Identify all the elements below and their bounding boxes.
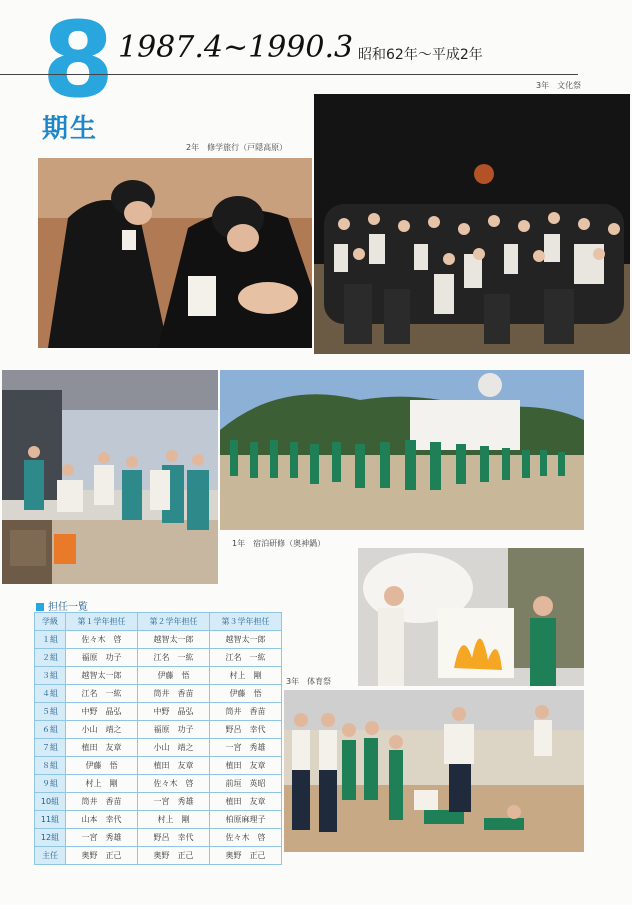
generation-number: 8 xyxy=(41,0,113,121)
teacher-name-cell: 中野 晶弘 xyxy=(66,703,138,721)
teacher-name-cell: 村上 剛 xyxy=(210,667,282,685)
table-row xyxy=(35,829,282,847)
table-row xyxy=(35,811,282,829)
table-body xyxy=(35,631,282,865)
column-header: 学級 xyxy=(35,613,66,631)
teacher-name-cell: 一宮 秀雄 xyxy=(66,829,138,847)
teacher-name-cell: 江名 一紘 xyxy=(66,685,138,703)
era-range: 昭和62年～平成2年 xyxy=(358,47,483,63)
table-header-row xyxy=(35,613,282,631)
table-row xyxy=(35,847,282,865)
class-label-cell: １組 xyxy=(35,631,66,649)
photo-culture-festival xyxy=(314,94,630,354)
column-header: 第２学年担任 xyxy=(138,613,210,631)
header-rule xyxy=(0,74,578,75)
class-label-cell: 12組 xyxy=(35,829,66,847)
photo-sports-festival xyxy=(284,690,584,852)
column-header: 第１学年担任 xyxy=(66,613,138,631)
class-label-cell: ８組 xyxy=(35,757,66,775)
table-row xyxy=(35,775,282,793)
teacher-name-cell: 植田 友章 xyxy=(210,757,282,775)
teacher-name-cell: 山本 幸代 xyxy=(66,811,138,829)
caption-culture-festival: 3年 文化祭 xyxy=(536,81,582,90)
table-row xyxy=(35,703,282,721)
table-row xyxy=(35,739,282,757)
teacher-name-cell: 奥野 正己 xyxy=(138,847,210,865)
class-label-cell: ９組 xyxy=(35,775,66,793)
teacher-name-cell: 伊藤 悟 xyxy=(138,667,210,685)
table-row xyxy=(35,667,282,685)
class-label-cell: ７組 xyxy=(35,739,66,757)
teacher-name-cell: 植田 友章 xyxy=(66,739,138,757)
teacher-name-cell: 江名 一紘 xyxy=(138,649,210,667)
class-label-cell: ２組 xyxy=(35,649,66,667)
photo-torch xyxy=(358,548,584,686)
teacher-name-cell: 一宮 秀雄 xyxy=(138,793,210,811)
teacher-name-cell: 中野 晶弘 xyxy=(138,703,210,721)
photo-camp xyxy=(220,370,584,530)
table-row xyxy=(35,649,282,667)
table-row xyxy=(35,685,282,703)
teacher-name-cell: 越智太一郎 xyxy=(210,631,282,649)
teacher-name-cell: 筒井 香苗 xyxy=(138,685,210,703)
caption-sports-festival: 3年 体育祭 xyxy=(286,677,332,686)
teacher-name-cell: 野呂 幸代 xyxy=(138,829,210,847)
teacher-name-cell: 奥野 正己 xyxy=(210,847,282,865)
class-label-cell: 主任 xyxy=(35,847,66,865)
teacher-name-cell: 奥野 正己 xyxy=(66,847,138,865)
teacher-table-title xyxy=(36,598,88,613)
teacher-name-cell: 伊藤 悟 xyxy=(66,757,138,775)
teacher-name-cell: 一宮 秀雄 xyxy=(210,739,282,757)
photo-school-trip xyxy=(38,158,312,348)
table-row xyxy=(35,757,282,775)
date-range: 1987.4~1990.3 xyxy=(118,30,354,65)
teacher-name-cell: 福原 功子 xyxy=(66,649,138,667)
teacher-name-cell: 越智太一郎 xyxy=(66,667,138,685)
class-label-cell: ５組 xyxy=(35,703,66,721)
teacher-name-cell: 野呂 幸代 xyxy=(210,721,282,739)
teacher-name-cell: 筒井 香苗 xyxy=(66,793,138,811)
teacher-name-cell: 植田 友章 xyxy=(138,757,210,775)
class-label-cell: ４組 xyxy=(35,685,66,703)
class-label-cell: ３組 xyxy=(35,667,66,685)
table-row xyxy=(35,721,282,739)
teacher-table-title-text: 担任一覧 xyxy=(48,602,88,613)
photo-outdoor-activity xyxy=(2,370,218,584)
teacher-name-cell: 植田 友章 xyxy=(210,793,282,811)
class-label-cell: ６組 xyxy=(35,721,66,739)
teacher-name-cell: 越智太一郎 xyxy=(138,631,210,649)
teacher-name-cell: 小山 靖之 xyxy=(138,739,210,757)
teacher-name-cell: 柏原麻理子 xyxy=(210,811,282,829)
teacher-name-cell: 筒井 香苗 xyxy=(210,703,282,721)
teacher-name-cell: 佐々木 啓 xyxy=(66,631,138,649)
teacher-name-cell: 江名 一紘 xyxy=(210,649,282,667)
table-row xyxy=(35,793,282,811)
caption-school-trip: 2年 修学旅行（戸隠高原） xyxy=(186,143,288,152)
teacher-name-cell: 前垣 英昭 xyxy=(210,775,282,793)
column-header: 第３学年担任 xyxy=(210,613,282,631)
generation-label: 期生 xyxy=(42,114,99,144)
teacher-name-cell: 村上 剛 xyxy=(138,811,210,829)
teacher-name-cell: 小山 靖之 xyxy=(66,721,138,739)
teacher-name-cell: 村上 剛 xyxy=(66,775,138,793)
class-label-cell: 10組 xyxy=(35,793,66,811)
square-bullet-icon xyxy=(36,603,44,611)
teacher-name-cell: 伊藤 悟 xyxy=(210,685,282,703)
class-label-cell: 11組 xyxy=(35,811,66,829)
homeroom-teacher-table xyxy=(34,612,282,865)
teacher-name-cell: 佐々木 啓 xyxy=(138,775,210,793)
teacher-name-cell: 佐々木 啓 xyxy=(210,829,282,847)
table-row xyxy=(35,631,282,649)
caption-camp: 1年 宿泊研修（奥神鍋） xyxy=(232,539,326,548)
teacher-name-cell: 福原 功子 xyxy=(138,721,210,739)
